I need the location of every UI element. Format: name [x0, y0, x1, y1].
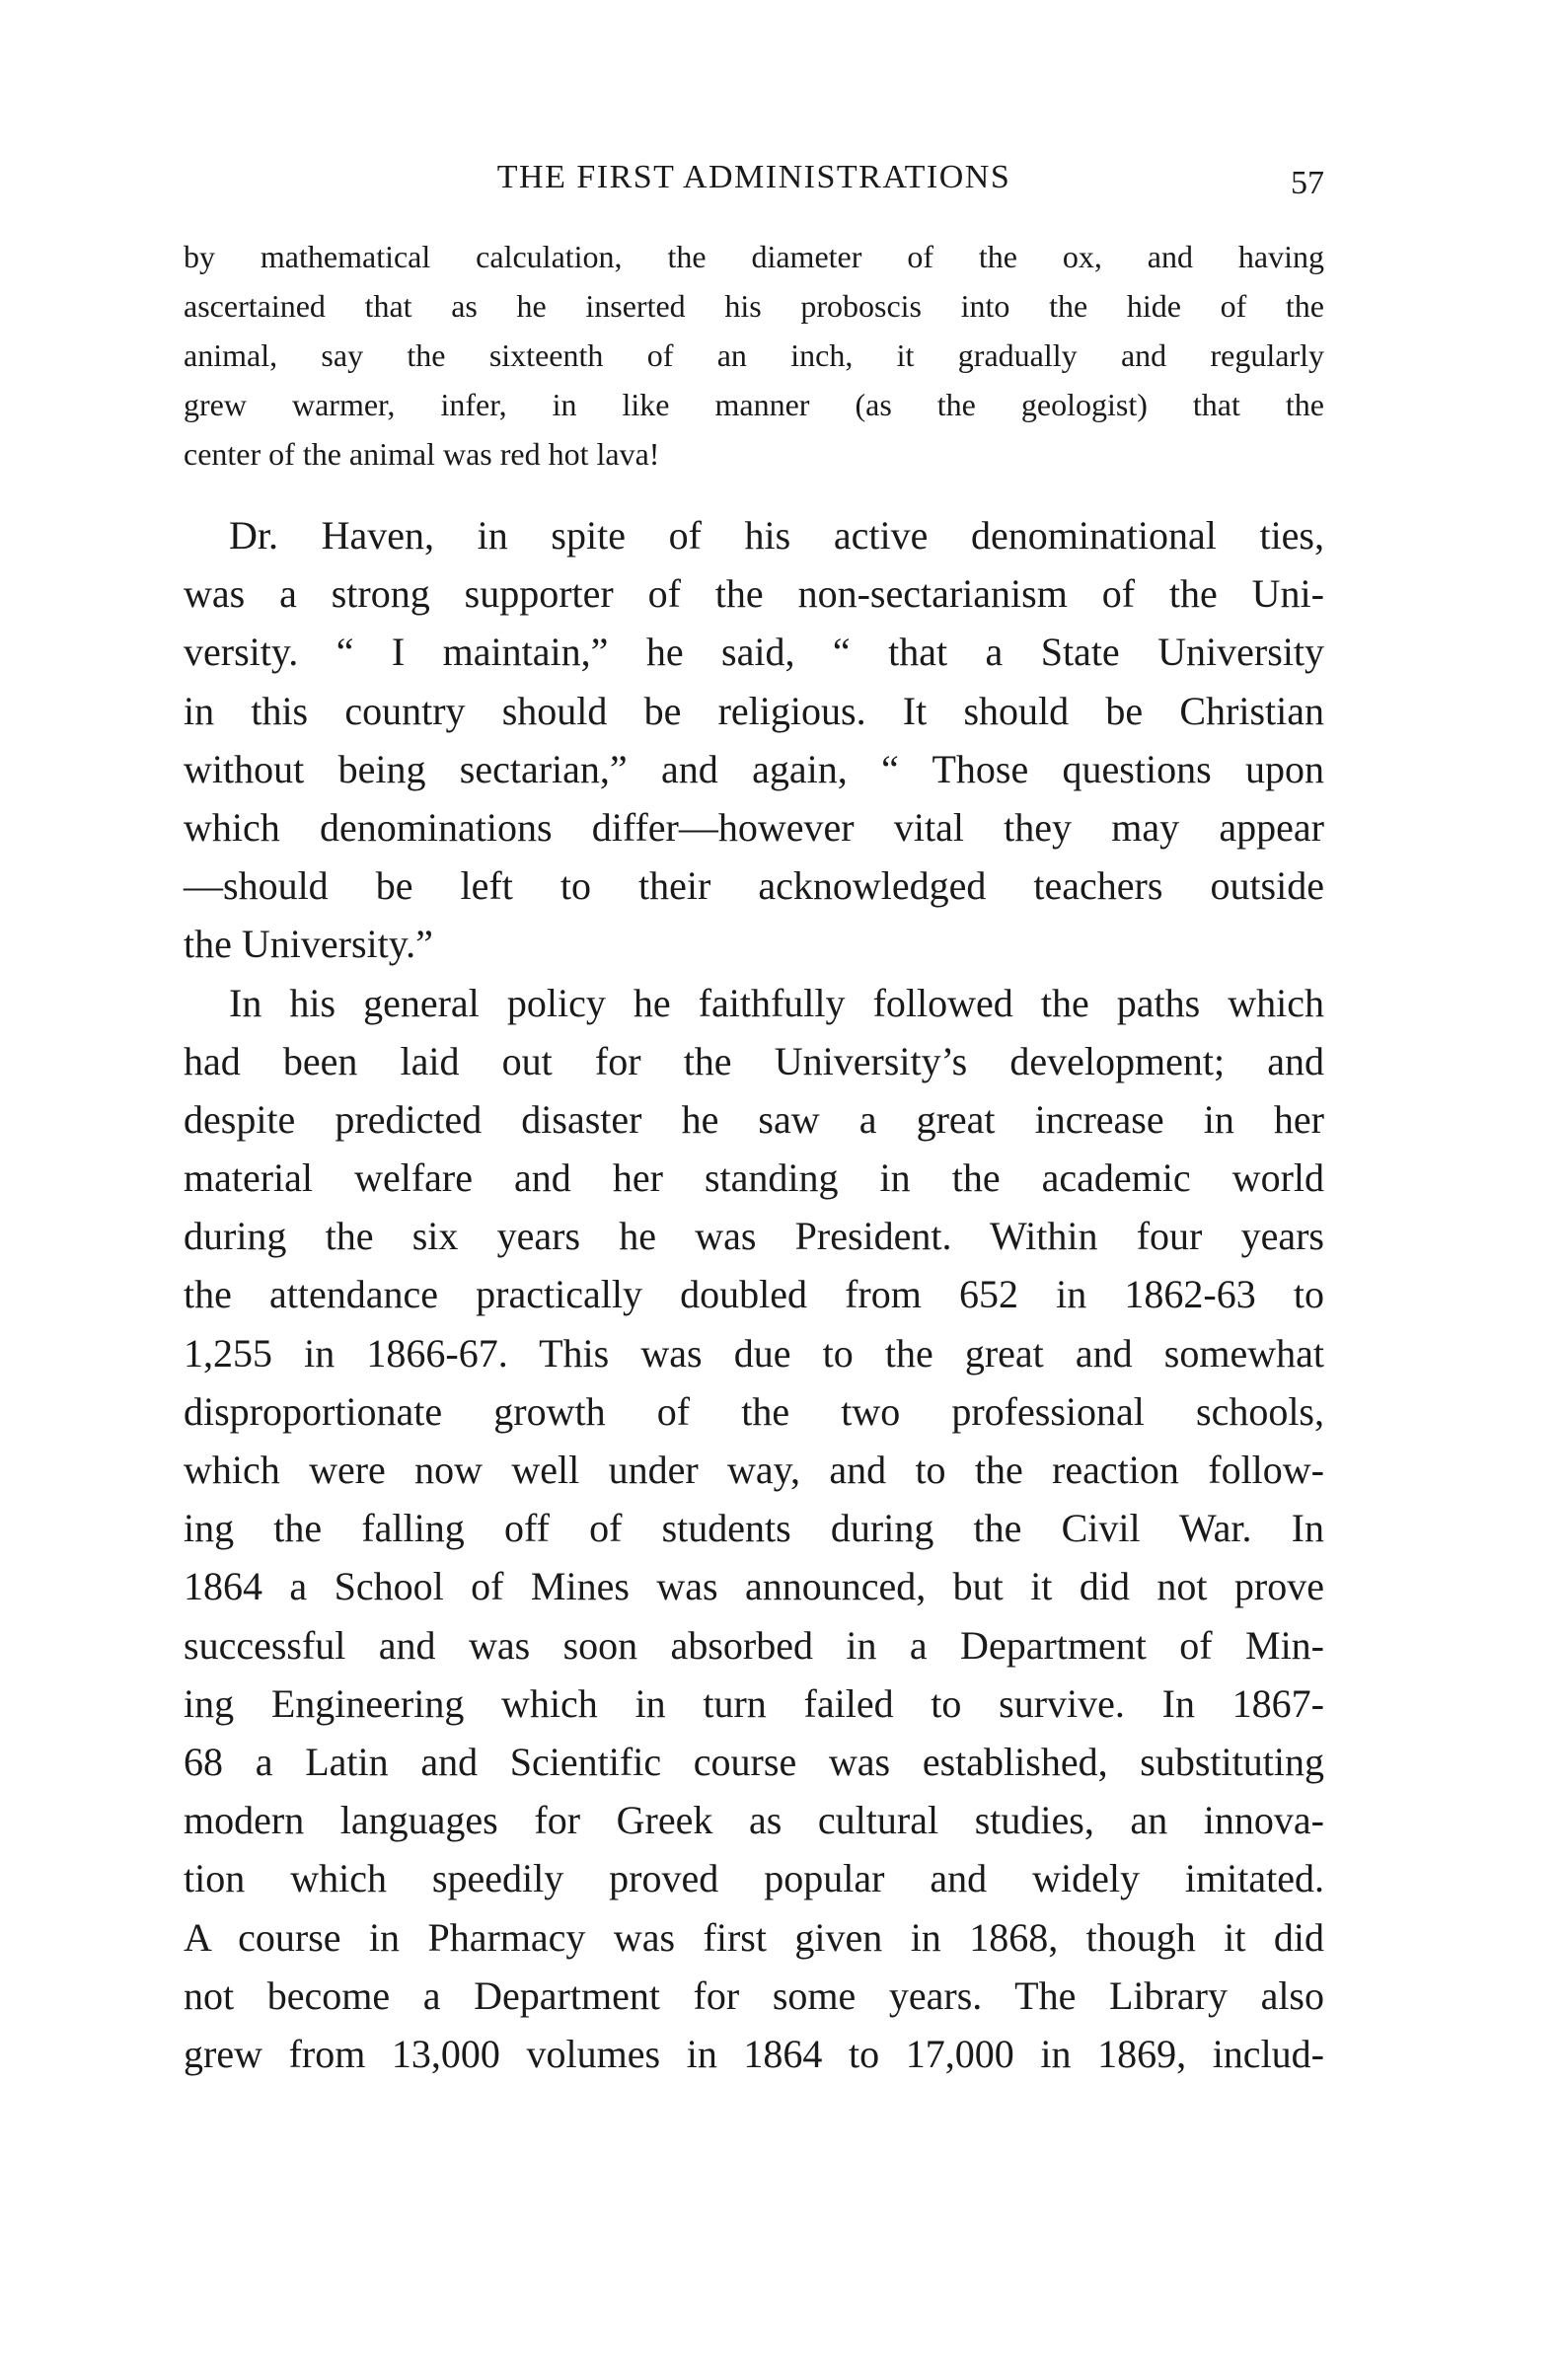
text-line: during the six years he was President. Within four years — [184, 1214, 1324, 1259]
text-line: Dr. Haven, in spite of his active denominational ties, — [229, 513, 1324, 558]
text-line: which were now well under way, and to the reaction follow- — [184, 1448, 1324, 1492]
text-line: —should be left to their acknowledged teachers outside — [184, 863, 1324, 909]
text-line: center of the animal was red hot lava! — [184, 436, 660, 472]
text-line: ascertained that as he inserted his proboscis into the hide of the — [184, 288, 1324, 324]
text-line: versity. “ I maintain,” he said, “ that a State University — [184, 630, 1324, 675]
text-line: ing Engineering which in turn failed to survive. In 1867- — [184, 1680, 1324, 1726]
text-line: 1,255 in 1866-67. This was due to the great and somewhat — [184, 1330, 1324, 1376]
text-line: the attendance practically doubled from 652 in 1862-63 to — [184, 1272, 1324, 1317]
text-line: 1864 a School of Mines was announced, but it did not prove — [184, 1564, 1324, 1609]
text-line: In his general policy he faithfully followed the paths which — [229, 980, 1324, 1025]
text-line: without being sectarian,” and again, “ Those questions upon — [184, 746, 1324, 791]
body-text — [184, 506, 1324, 2083]
text-line: not become a Department for some years. The Library also — [184, 1972, 1324, 2018]
text-line: modern languages for Greek as cultural studies, an innova- — [184, 1798, 1324, 1843]
text-line: material welfare and her standing in the academic world — [184, 1155, 1324, 1201]
text-line: ing the falling off of students during the Civil War. In — [184, 1506, 1324, 1551]
paragraph — [184, 506, 1324, 974]
running-header-title: THE FIRST ADMINISTRATIONS — [496, 159, 1011, 195]
quoted-passage — [184, 232, 1324, 479]
text-line: animal, say the sixteenth of an inch, it gradually and regularly — [184, 337, 1324, 373]
page-number: 57 — [1291, 165, 1324, 201]
text-line: which denominations differ—however vital they may appear — [184, 804, 1324, 850]
text-line: grew from 13,000 volumes in 1864 to 17,000 in 1869, includ- — [184, 2031, 1324, 2076]
paragraph — [184, 974, 1324, 2084]
text-line: 68 a Latin and Scientific course was established, substituting — [184, 1739, 1324, 1784]
text-line: despite predicted disaster he saw a great increase in her — [184, 1096, 1324, 1142]
text-line: in this country should be religious. It should be Christian — [184, 688, 1324, 733]
text-line: grew warmer, infer, in like manner (as the geologist) that the — [184, 387, 1324, 422]
text-line: had been laid out for the University’s development; and — [184, 1038, 1324, 1083]
text-line: by mathematical calculation, the diameter of the ox, and having — [184, 239, 1324, 274]
running-header — [184, 153, 1324, 202]
text-line: was a strong supporter of the non-sectarianism of the Uni- — [184, 571, 1324, 617]
paragraph — [184, 232, 1324, 479]
text-line: tion which speedily proved popular and widely imitated. — [184, 1856, 1324, 1901]
text-line: the University.” — [184, 922, 433, 967]
text-line: successful and was soon absorbed in a Department of Min- — [184, 1622, 1324, 1668]
text-line: disproportionate growth of the two professional schools, — [184, 1388, 1324, 1434]
text-line: A course in Pharmacy was first given in 1868, though it did — [184, 1914, 1324, 1960]
